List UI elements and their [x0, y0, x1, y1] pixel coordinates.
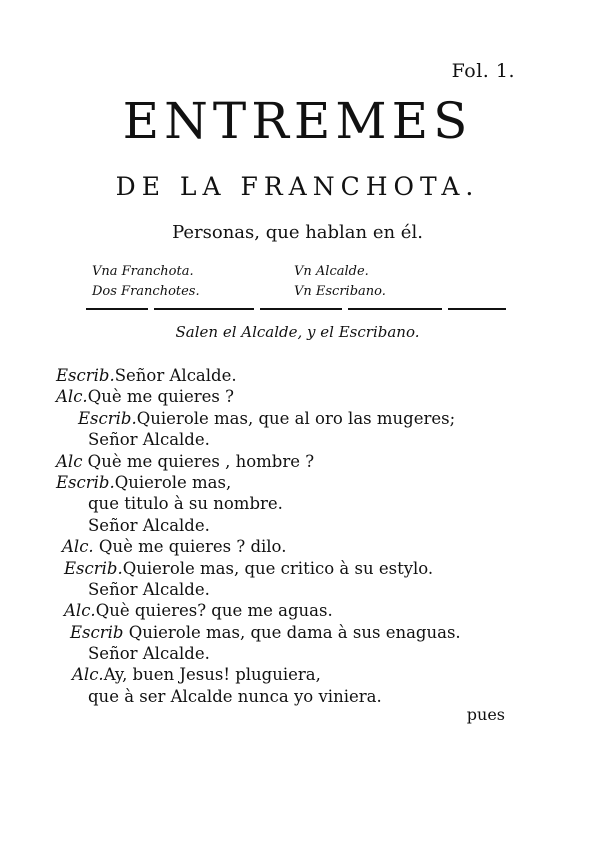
speaker: Alc.: [64, 601, 96, 621]
decorative-rules: [86, 308, 506, 312]
cast-member: Dos Franchotes.: [92, 284, 200, 299]
dialogue-line: [56, 644, 516, 665]
dialogue-line: [56, 516, 516, 537]
cast-heading: Personas, que hablan en él.: [172, 222, 423, 243]
speaker: Escrib.: [64, 558, 123, 578]
speaker: Escrib.: [56, 366, 115, 385]
rule-segment: [86, 308, 148, 310]
folio-number: Fol. 1.: [451, 60, 515, 82]
dialogue-block: [56, 366, 516, 708]
line-text: Señor Alcalde.: [88, 644, 210, 664]
dialogue-line: [56, 430, 516, 451]
cast-list: [92, 262, 512, 302]
page-title: ENTREMES: [122, 92, 473, 150]
dialogue-line: [56, 665, 516, 686]
speaker: Escrib: [70, 622, 124, 642]
dialogue-line: [56, 473, 516, 494]
line-text: Señor Alcalde.: [88, 579, 210, 599]
speaker: Alc: [56, 451, 83, 471]
rule-segment: [154, 308, 254, 310]
speaker: Alc.: [72, 665, 104, 685]
speaker: Alc.: [62, 537, 94, 557]
speaker: Escrib.: [78, 408, 137, 428]
dialogue-line: [56, 559, 516, 580]
line-text: Señor Alcalde.: [114, 366, 237, 385]
rule-segment: [448, 308, 506, 310]
rule-segment: [260, 308, 342, 310]
dialogue-line: [56, 452, 516, 473]
page-subtitle: DE LA FRANCHOTA.: [115, 172, 480, 201]
dialogue-line: [56, 580, 516, 601]
line-text: Què quieres? que me aguas.: [95, 601, 333, 621]
line-text: Què me quieres , hombre ?: [82, 451, 315, 471]
stage-direction: Salen el Alcalde, y el Escribano.: [175, 323, 420, 341]
line-text: Quierole mas,: [114, 472, 232, 492]
dialogue-line: [56, 687, 516, 708]
cast-member: Vn Alcalde.: [294, 264, 369, 279]
cast-member: Vna Franchota.: [92, 264, 194, 279]
dialogue-line: [56, 623, 516, 644]
dialogue-line: [56, 409, 516, 430]
dialogue-line: [56, 537, 516, 558]
rule-segment: [348, 308, 442, 310]
catchword: pues: [466, 705, 505, 724]
dialogue-line: [56, 494, 516, 515]
speaker: Alc.: [56, 387, 88, 407]
speaker: Escrib.: [56, 472, 115, 492]
line-text: Señor Alcalde.: [88, 430, 210, 450]
line-text: que à ser Alcalde nunca yo viniera.: [88, 686, 382, 706]
line-text: Què me quieres ?: [87, 387, 234, 407]
line-text: Quierole mas, que critico à su estylo.: [122, 558, 434, 578]
dialogue-line: [56, 366, 516, 387]
line-text: Què me quieres ? dilo.: [93, 537, 287, 557]
cast-row: [92, 282, 512, 302]
cast-row: [92, 262, 512, 282]
line-text: Quierole mas, que al oro las mugeres;: [136, 408, 456, 428]
dialogue-line: [56, 387, 516, 408]
line-text: Señor Alcalde.: [88, 515, 210, 535]
line-text: que titulo à su nombre.: [88, 494, 283, 514]
dialogue-line: [56, 601, 516, 622]
line-text: Ay, buen Jesus! pluguiera,: [103, 665, 321, 685]
cast-member: Vn Escribano.: [294, 284, 386, 299]
line-text: Quierole mas, que dama à sus enaguas.: [123, 622, 461, 642]
